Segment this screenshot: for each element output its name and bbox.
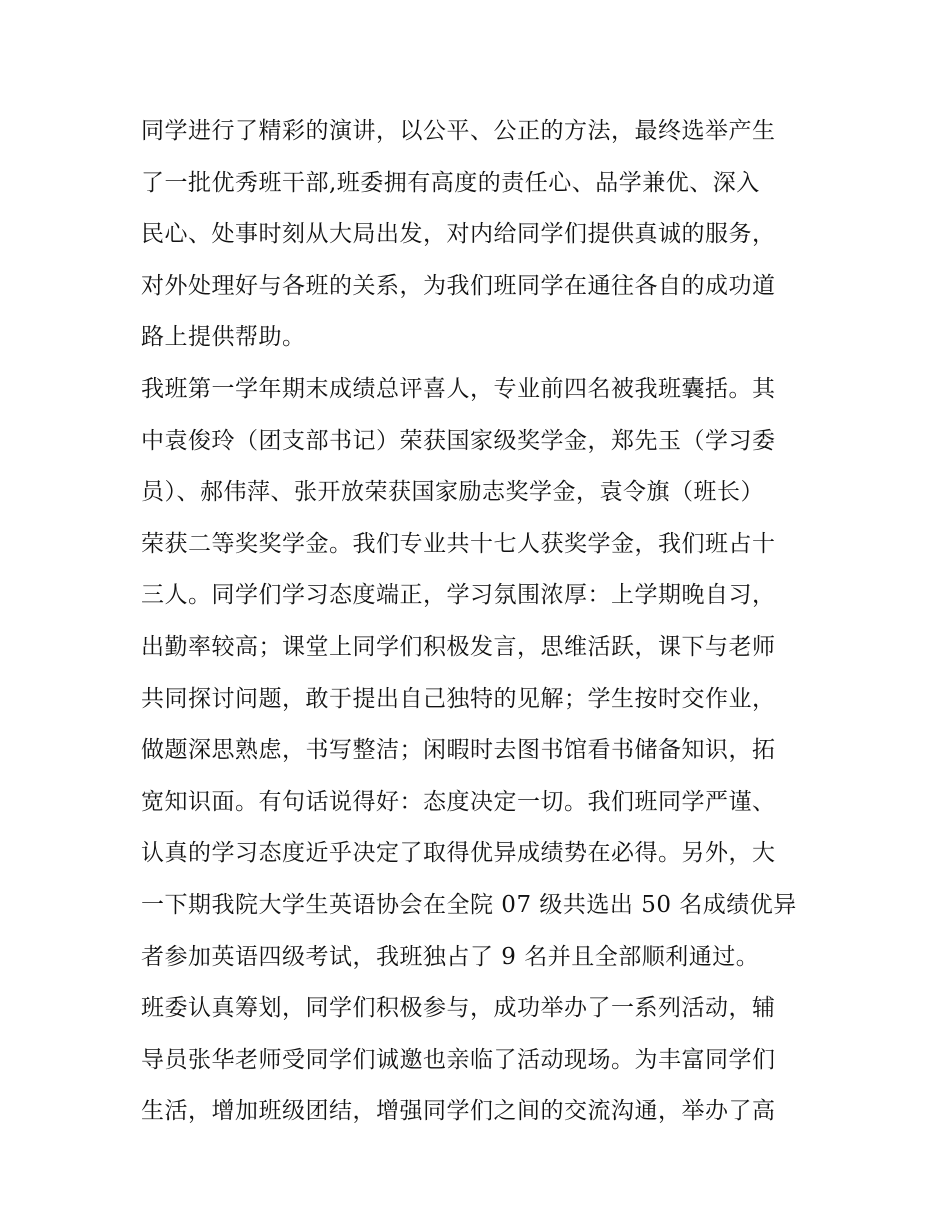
text-line: 做题深思熟虑，书写整洁；闲暇时去图书馆看书储备知识，拓 (141, 737, 776, 764)
text-line: 出勤率较高；课堂上同学们积极发言，思维活跃，课下与老师 (141, 633, 776, 660)
text-line: 生活，增加班级团结，增强同学们之间的交流沟通，举办了高 (141, 1098, 776, 1125)
text-line: 三人。同学们学习态度端正，学习氛围浓厚：上学期晚自习， (141, 582, 776, 609)
text-line: 路上提供帮助。 (141, 324, 306, 351)
text-line: 我班第一学年期末成绩总评喜人，专业前四名被我班囊括。其 (141, 375, 776, 402)
text-line: 导员张华老师受同学们诚邀也亲临了活动现场。为丰富同学们 (141, 1046, 776, 1073)
text-line: 同学进行了精彩的演讲，以公平、公正的方法，最终选举产生 (141, 118, 776, 144)
text-line: 共同探讨问题，敢于提出自己独特的见解；学生按时交作业， (141, 685, 776, 712)
text-line: 对外处理好与各班的关系，为我们班同学在通往各自的成功道 (141, 272, 776, 299)
text-line: 了一批优秀班干部,班委拥有高度的责任心、品学兼优、深入 (141, 169, 760, 196)
text-line: 认真的学习态度近乎决定了取得优异成绩势在必得。另外，大 (141, 840, 776, 867)
text-line: 中袁俊玲（团支部书记）荣获国家级奖学金，郑先玉（学习委 (141, 427, 776, 454)
text-line: 者参加英语四级考试，我班独占了 9 名并且全部顺利通过。 (141, 943, 760, 970)
text-line: 班委认真筹划，同学们积极参与，成功举办了一系列活动，辅 (141, 995, 776, 1022)
text-line: 一下期我院大学生英语协会在全院 07 级共选出 50 名成绩优异 (141, 891, 797, 918)
text-line: 员）、郝伟萍、张开放荣获国家励志奖学金，袁令旗（班长） (141, 479, 764, 506)
text-line: 荣获二等奖奖学金。我们专业共十七人获奖学金，我们班占十 (141, 530, 776, 557)
text-line: 宽知识面。有句话说得好：态度决定一切。我们班同学严谨、 (141, 788, 776, 815)
text-line: 民心、处事时刻从大局出发，对内给同学们提供真诚的服务， (141, 221, 776, 248)
body-text (141, 108, 821, 1140)
